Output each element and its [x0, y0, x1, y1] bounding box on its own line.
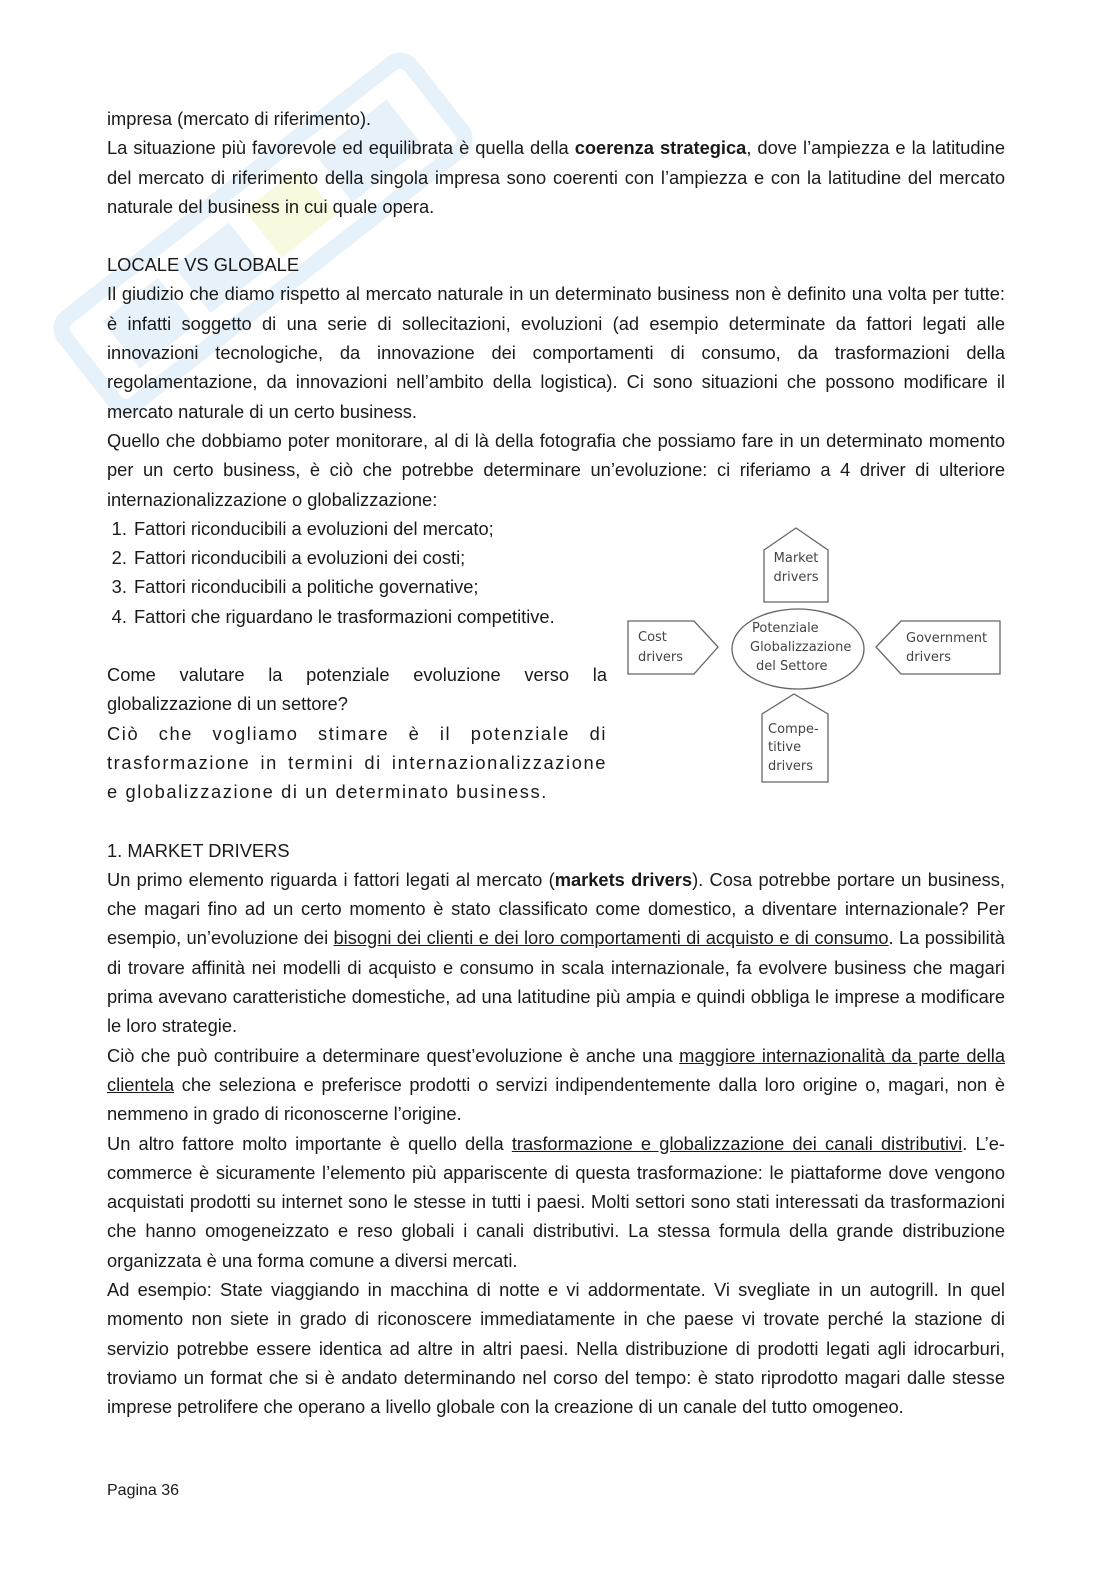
spacer [107, 807, 1005, 836]
competitive-drivers-label-1: Compe- [768, 722, 819, 737]
coherence-paragraph [107, 133, 1005, 221]
bold-term: coerenza strategica [574, 137, 747, 159]
estimate-paragraph: Ciò che vogliamo stimare è il potenziale di trasformazione in termini di internazionalizzazione e globalizzazione di un determinato business. [107, 722, 607, 803]
government-drivers-label-1: Government [906, 631, 988, 646]
market-paragraph-2 [107, 1041, 1005, 1129]
globalization-drivers-diagram [622, 524, 1004, 786]
text-span: Un altro fattore molto importante è quello della [107, 1132, 512, 1154]
text-span: Ciò che può contribuire a determinare quest’evoluzione è anche una [107, 1044, 680, 1066]
underlined-text: trasformazione e globalizzazione dei canali distributivi [511, 1132, 963, 1154]
intro-line: impresa (mercato di riferimento). [107, 108, 372, 129]
section-heading-locale: LOCALE VS GLOBALE [107, 254, 300, 276]
list-item: 4. Fattori che riguardano le trasformazioni competitive. [132, 602, 1005, 631]
list-item: 3. Fattori riconducibili a politiche governative; [132, 572, 1005, 601]
center-label-1: Potenziale [752, 621, 819, 636]
list-item: 1. Fattori riconducibili a evoluzioni del mercato; [132, 514, 1005, 543]
text-span: ). Cosa potrebbe portare un business, che magari fino ad un certo momento è stato classificato come domestico, a diventare internazionale? Per esempio, un’evoluzione dei [107, 868, 1005, 949]
text-span: . La possibilità di trovare affinità nei modelli di acquisto e consumo in scala internazionale, fa evolvere business che magari prima avevano caratteristiche domestiche, ad una latitudine più ampia e quindi obbliga le imprese a modificare le loro strategie. [107, 927, 1005, 1037]
underlined-text: bisogni dei clienti e dei loro comportamenti di acquisto e di consumo [333, 927, 889, 949]
list-item: 2. Fattori riconducibili a evoluzioni dei costi; [132, 543, 1005, 572]
spacer [107, 221, 1005, 250]
underlined-text: maggiore internazionalità da parte della clientela [107, 1044, 1005, 1095]
cost-drivers-label-2: drivers [638, 650, 684, 665]
market-drivers-label-1: Market [773, 551, 819, 566]
section-heading-market: 1. MARKET DRIVERS [107, 839, 290, 861]
government-drivers-shape [876, 621, 1000, 674]
question-paragraph: Come valutare la potenziale evoluzione verso la globalizzazione di un settore? [107, 664, 607, 715]
page-number: Pagina 36 [107, 1482, 180, 1499]
cost-drivers-label-1: Cost [638, 630, 667, 645]
competitive-drivers-label-2: titive [768, 740, 802, 755]
competitive-drivers-label-3: drivers [768, 759, 814, 774]
text-span: . L’e-commerce è sicuramente l’elemento più appariscente di questa trasformazione: le piattaforme dove vengono acquistati prodotti su internet sono le stesse in tutti i paesi. Molti settori sono stati interessati da trasformazioni che hanno omogeneizzato e reso globali i canali distributivi. La stessa formula della grande distribuzione organizzata è una forma comune a diversi mercati. [107, 1132, 1005, 1271]
center-label-3: del Settore [756, 659, 828, 674]
locale-paragraph-2: Quello che dobbiamo poter monitorare, al di là della fotografia che possiamo fare in un determinato momento per un certo business, è ciò che potrebbe determinare un’evoluzione: ci riferiamo a 4 driver di ulteriore internazionalizzazione o globalizzazione: [107, 429, 1005, 510]
market-drivers-label-2: drivers [773, 570, 819, 585]
text-span: che seleziona e preferisce prodotti o servizi indipendentemente dalla loro origine o, magari, non è nemmeno in grado di riconoscerne l’origine. [107, 1073, 1005, 1125]
market-paragraph-4: Ad esempio: State viaggiando in macchina di notte e vi addormentate. Vi svegliate in un autogrill. In quel momento non siete in grado di riconoscere immediatamente in che paese vi trovate perché la stazione di servizio potrebbe essere identica ad altre in altri paesi. Nella distribuzione di prodotti legati agli idrocarburi, troviamo un format che si è andato determinando nel corso del tempo: è stato riprodotto magari dalle stesse imprese petrolifere che operano a livello globale con la creazione di un canale del tutto omogeneo. [107, 1278, 1005, 1418]
text-span: , dove l’ampiezza e la latitudine del mercato di riferimento della singola impresa sono coerenti con l’ampiezza e con la latitudine del mercato naturale del business in cui quale opera. [107, 137, 1005, 217]
locale-paragraph-1: Il giudizio che diamo rispetto al mercato naturale in un determinato business non è definito una volta per tutte: è infatti soggetto di una serie di sollecitazioni, evoluzioni (ad esempio determinate da fattori legati alle innovazioni tecnologiche, da innovazione dei comportamenti di consumo, da trasformazioni della regolamentazione, da innovazioni nell’ambito della logistica). Ci sono situazioni che possono modificare il mercato naturale di un certo business. [107, 283, 1005, 422]
center-label-2: Globalizzazione [750, 640, 852, 655]
bold-term: markets drivers [554, 868, 693, 890]
cost-drivers-shape [628, 621, 718, 674]
text-span: Un primo elemento riguarda i fattori legati al mercato ( [107, 868, 555, 890]
government-drivers-label-2: drivers [906, 650, 952, 665]
text-span: La situazione più favorevole ed equilibrata è quella della [107, 137, 575, 159]
market-paragraph-3 [107, 1129, 1005, 1275]
market-paragraph-1 [107, 865, 1005, 1041]
